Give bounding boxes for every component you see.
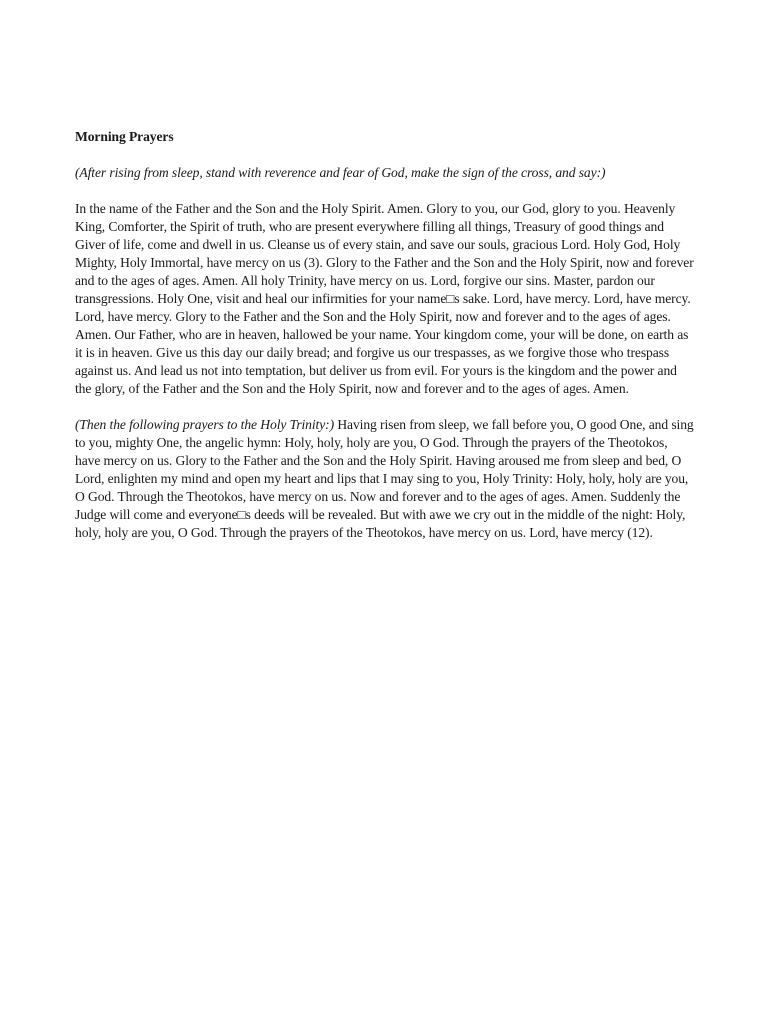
document-body [75,128,695,560]
paragraph-2 [75,416,695,542]
opening-rubric: (After rising from sleep, stand with reverence and fear of God, make the sign of the cross, and say:) [75,165,606,180]
paragraph-2-text: Having risen from sleep, we fall before you, O good One, and sing to you, mighty One, the angelic hymn: Holy, holy, holy are you, O God. Through the prayers of the Theotokos, have mercy on us. Glory to the Father and the Son and the Holy Spirit. Having aroused me from sleep and bed, O Lord, enlighten my mind and open my heart and lips that I may sing to you, Holy Trinity: Holy, holy, holy are you, O God. Through the Theotokos, have mercy on us. Now and forever and to the ages of ages. Amen. Suddenly the Judge will come and everyone□s deeds will be revealed. But with awe we cry out in the middle of the night: Holy, holy, holy are you, O God. Through the prayers of the Theotokos, have mercy on us. Lord, have mercy (12). [75,417,694,540]
paragraph-1: In the name of the Father and the Son and the Holy Spirit. Amen. Glory to you, our God, glory to you. Heavenly King, Comforter, the Spirit of truth, who are present everywhere filling all things, Treasury of good things and Giver of life, come and dwell in us. Cleanse us of every stain, and save our souls, gracious Lord. Holy God, Holy Mighty, Holy Immortal, have mercy on us (3). Glory to the Father and the Son and the Holy Spirit, now and forever and to the ages of ages. Amen. All holy Trinity, have mercy on us. Lord, forgive our sins. Master, pardon our transgressions. Holy One, visit and heal our infirmities for your name□s sake. Lord, have mercy. Lord, have mercy. Lord, have mercy. Glory to the Father and the Son and the Holy Spirit, now and forever and to the ages of ages. Amen. Our Father, who are in heaven, hallowed be your name. Your kingdom come, your will be done, on earth as it is in heaven. Give us this day our daily bread; and forgive us our trespasses, as we forgive those who trespass against us. And lead us not into temptation, but deliver us from evil. For yours is the kingdom and the power and the glory, of the Father and the Son and the Holy Spirit, now and forever and to the ages of ages. Amen. [75,201,694,396]
document-title: Morning Prayers [75,129,174,144]
paragraph-2-rubric: (Then the following prayers to the Holy Trinity:) [75,417,335,432]
